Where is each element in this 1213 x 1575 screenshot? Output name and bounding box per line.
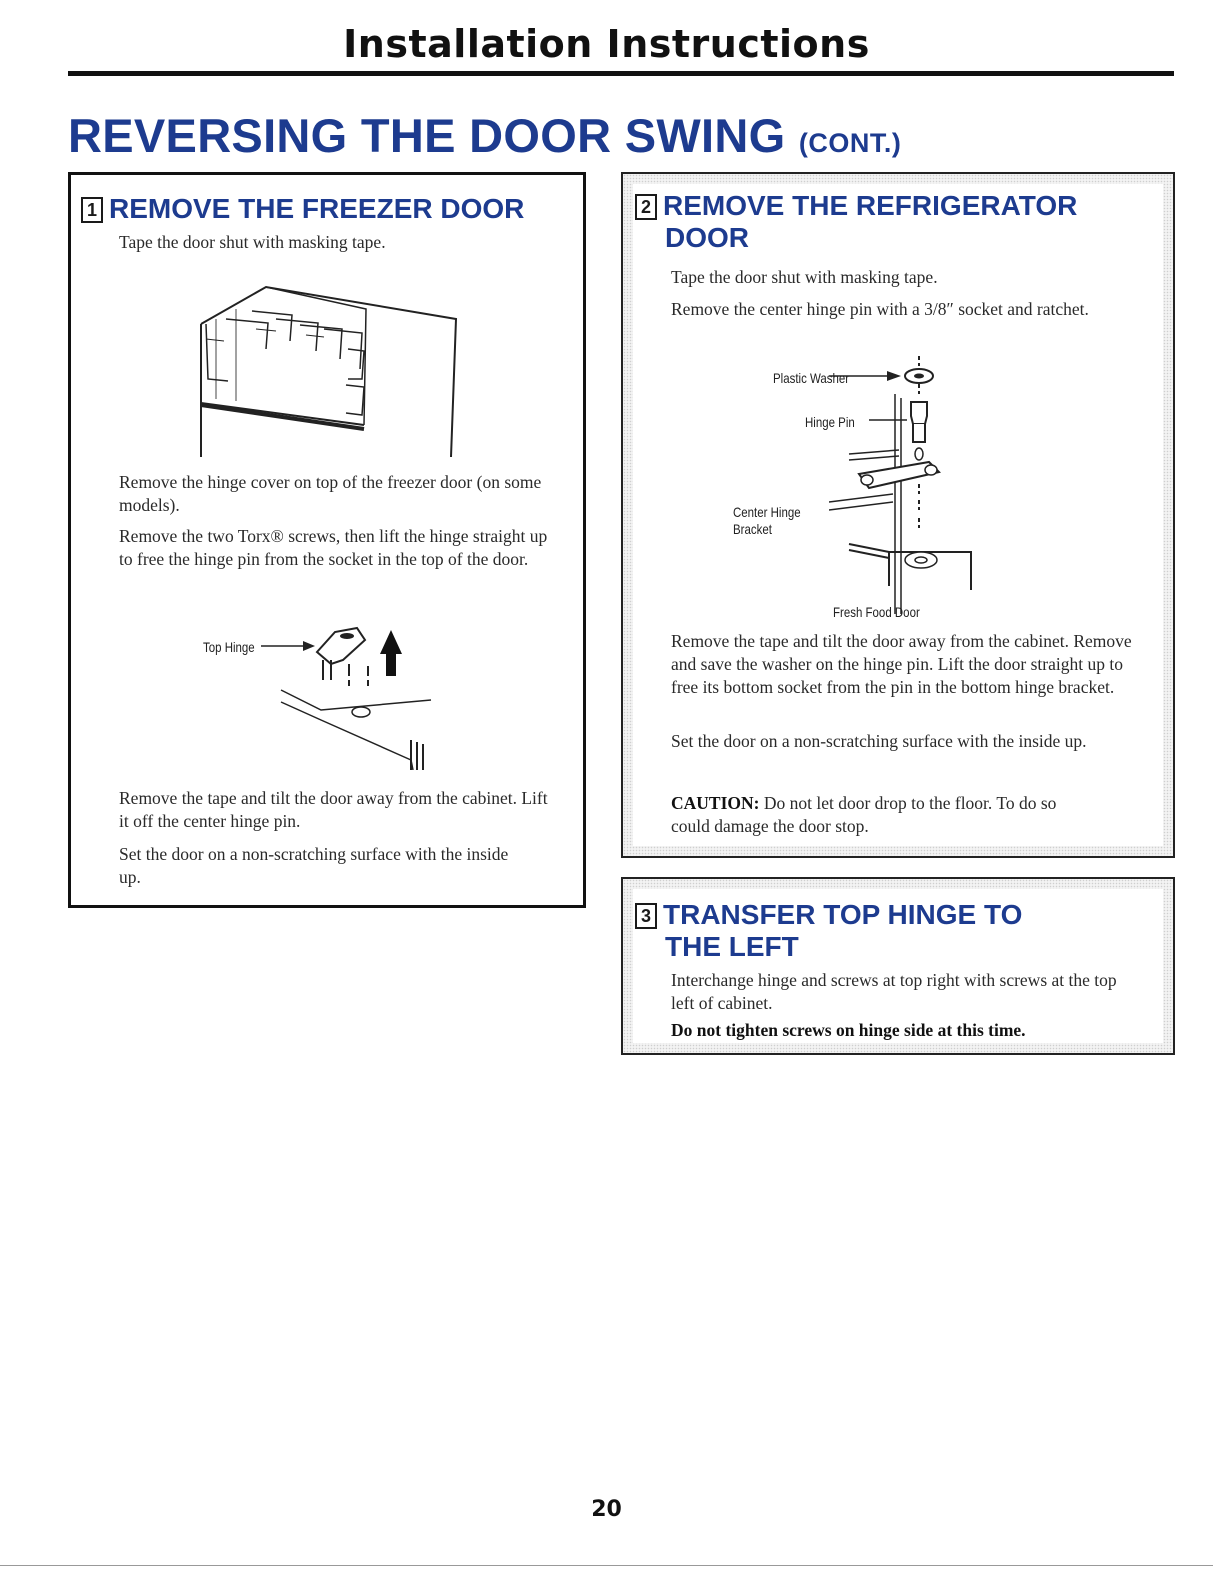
caution-label: CAUTION: (671, 793, 760, 813)
step1-number: 1 (81, 197, 103, 223)
page-header-title: Installation Instructions (343, 22, 870, 66)
step1-text-torx-screws: Remove the two Torx® screws, then lift the hinge straight up to free the hinge pin from the socket in the top of the door. (119, 526, 548, 569)
step1-text-set-door: Set the door on a non-scratching surface with the inside up. (119, 844, 509, 887)
step1-title: REMOVE THE FREEZER DOOR (109, 193, 525, 224)
step2-text-tape: Tape the door shut with masking tape. (671, 267, 938, 287)
plastic-washer-label: Plastic Washer (773, 370, 850, 386)
step2-text-set-door: Set the door on a non-scratching surface with the inside up. (671, 731, 1087, 751)
top-hinge-illustration (261, 620, 461, 770)
step2-panel (621, 172, 1175, 858)
section-title (68, 108, 901, 163)
step3-title-line1: TRANSFER TOP HINGE TO (663, 899, 1023, 930)
step2-caution (671, 792, 1071, 838)
step1-text-tilt-door: Remove the tape and tilt the door away from the cabinet. Lift it off the center hinge pin. (119, 788, 548, 831)
section-title-text: REVERSING THE DOOR SWING (68, 109, 786, 162)
caution-text: Do not let door drop to the floor. To do so could damage the door stop. (671, 793, 1057, 836)
bottom-rule (0, 1565, 1213, 1566)
top-hinge-label: Top Hinge (203, 639, 255, 655)
header-rule (68, 71, 1174, 76)
step2-title-line1: REMOVE THE REFRIGERATOR (663, 190, 1078, 221)
freezer-door-tape-illustration (196, 279, 466, 459)
step1-heading (81, 193, 524, 225)
step2-text-hinge-pin: Remove the center hinge pin with a 3/8″ socket and ratchet. (671, 299, 1089, 319)
step3-text-interchange: Interchange hinge and screws at top right with screws at the top left of cabinet. (671, 970, 1117, 1013)
step2-text-tilt-door: Remove the tape and tilt the door away from the cabinet. Remove and save the washer on the hinge pin. Lift the door straight up to free its bottom socket from the pin in the bottom hinge bracket. (671, 631, 1132, 697)
page-number: 20 (591, 1497, 622, 1522)
step2-number: 2 (635, 194, 657, 220)
section-title-cont: (CONT.) (798, 128, 902, 158)
step3-text-do-not-tighten: Do not tighten screws on hinge side at this time. (671, 1020, 1026, 1040)
center-hinge-bracket-label-2: Bracket (733, 521, 772, 537)
step2-title-line2: DOOR (665, 222, 749, 253)
step3-number: 3 (635, 903, 657, 929)
center-hinge-bracket-label-1: Center Hinge (733, 504, 801, 520)
step3-heading (635, 899, 1022, 963)
step1-text-tape: Tape the door shut with masking tape. (119, 232, 386, 252)
step1-panel (68, 172, 586, 908)
step1-text-hinge-cover: Remove the hinge cover on top of the freezer door (on some models). (119, 472, 542, 515)
step3-panel (621, 877, 1175, 1055)
hinge-pin-label: Hinge Pin (805, 414, 855, 430)
step3-title-line2: THE LEFT (665, 931, 799, 962)
step2-heading (635, 190, 1077, 254)
center-hinge-illustration (829, 354, 979, 614)
fresh-food-door-label: Fresh Food Door (833, 604, 920, 620)
